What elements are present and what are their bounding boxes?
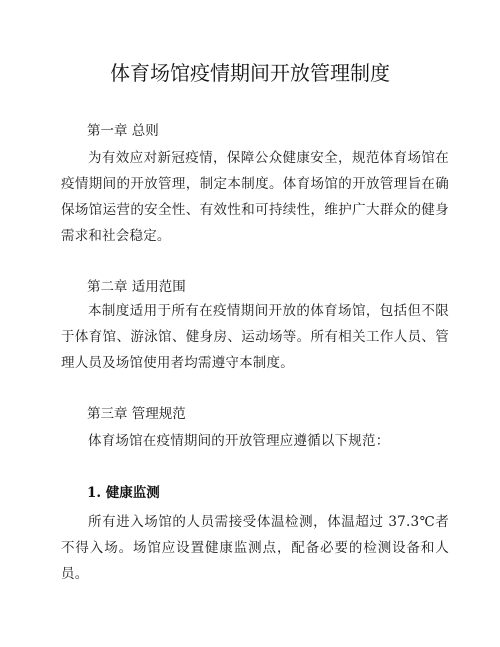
chapter-heading: 第三章 管理规范 (87, 406, 186, 422)
chapter-heading: 第二章 适用范围 (87, 279, 186, 295)
chapter-paragraph: 本制度适用于所有在疫情期间开放的体育场馆，包括但不限于体育馆、游泳馆、健身房、运动场等。所有相关工作人员、管理人员及场馆使用者均需遵守本制度。 (61, 303, 449, 371)
document-title: 体育场馆疫情期间开放管理制度 (110, 61, 390, 85)
item-heading: 1. 健康监测 (87, 485, 160, 501)
chapter-heading: 第一章 总则 (87, 123, 159, 139)
chapter-paragraph: 为有效应对新冠疫情，保障公众健康安全，规范体育场馆在疫情期间的开放管理，制定本制度。体育场馆的开放管理旨在确保场馆运营的安全性、有效性和可持续性，维护广大群众的健身需求和社会稳定。 (61, 150, 449, 244)
chapter-paragraph: 体育场馆在疫情期间的开放管理应遵循以下规范： (88, 433, 390, 449)
item-paragraph: 所有进入场馆的人员需接受体温检测，体温超过 37.3℃者不得入场。场馆应设置健康监测点，配备必要的检测设备和人员。 (61, 514, 449, 582)
